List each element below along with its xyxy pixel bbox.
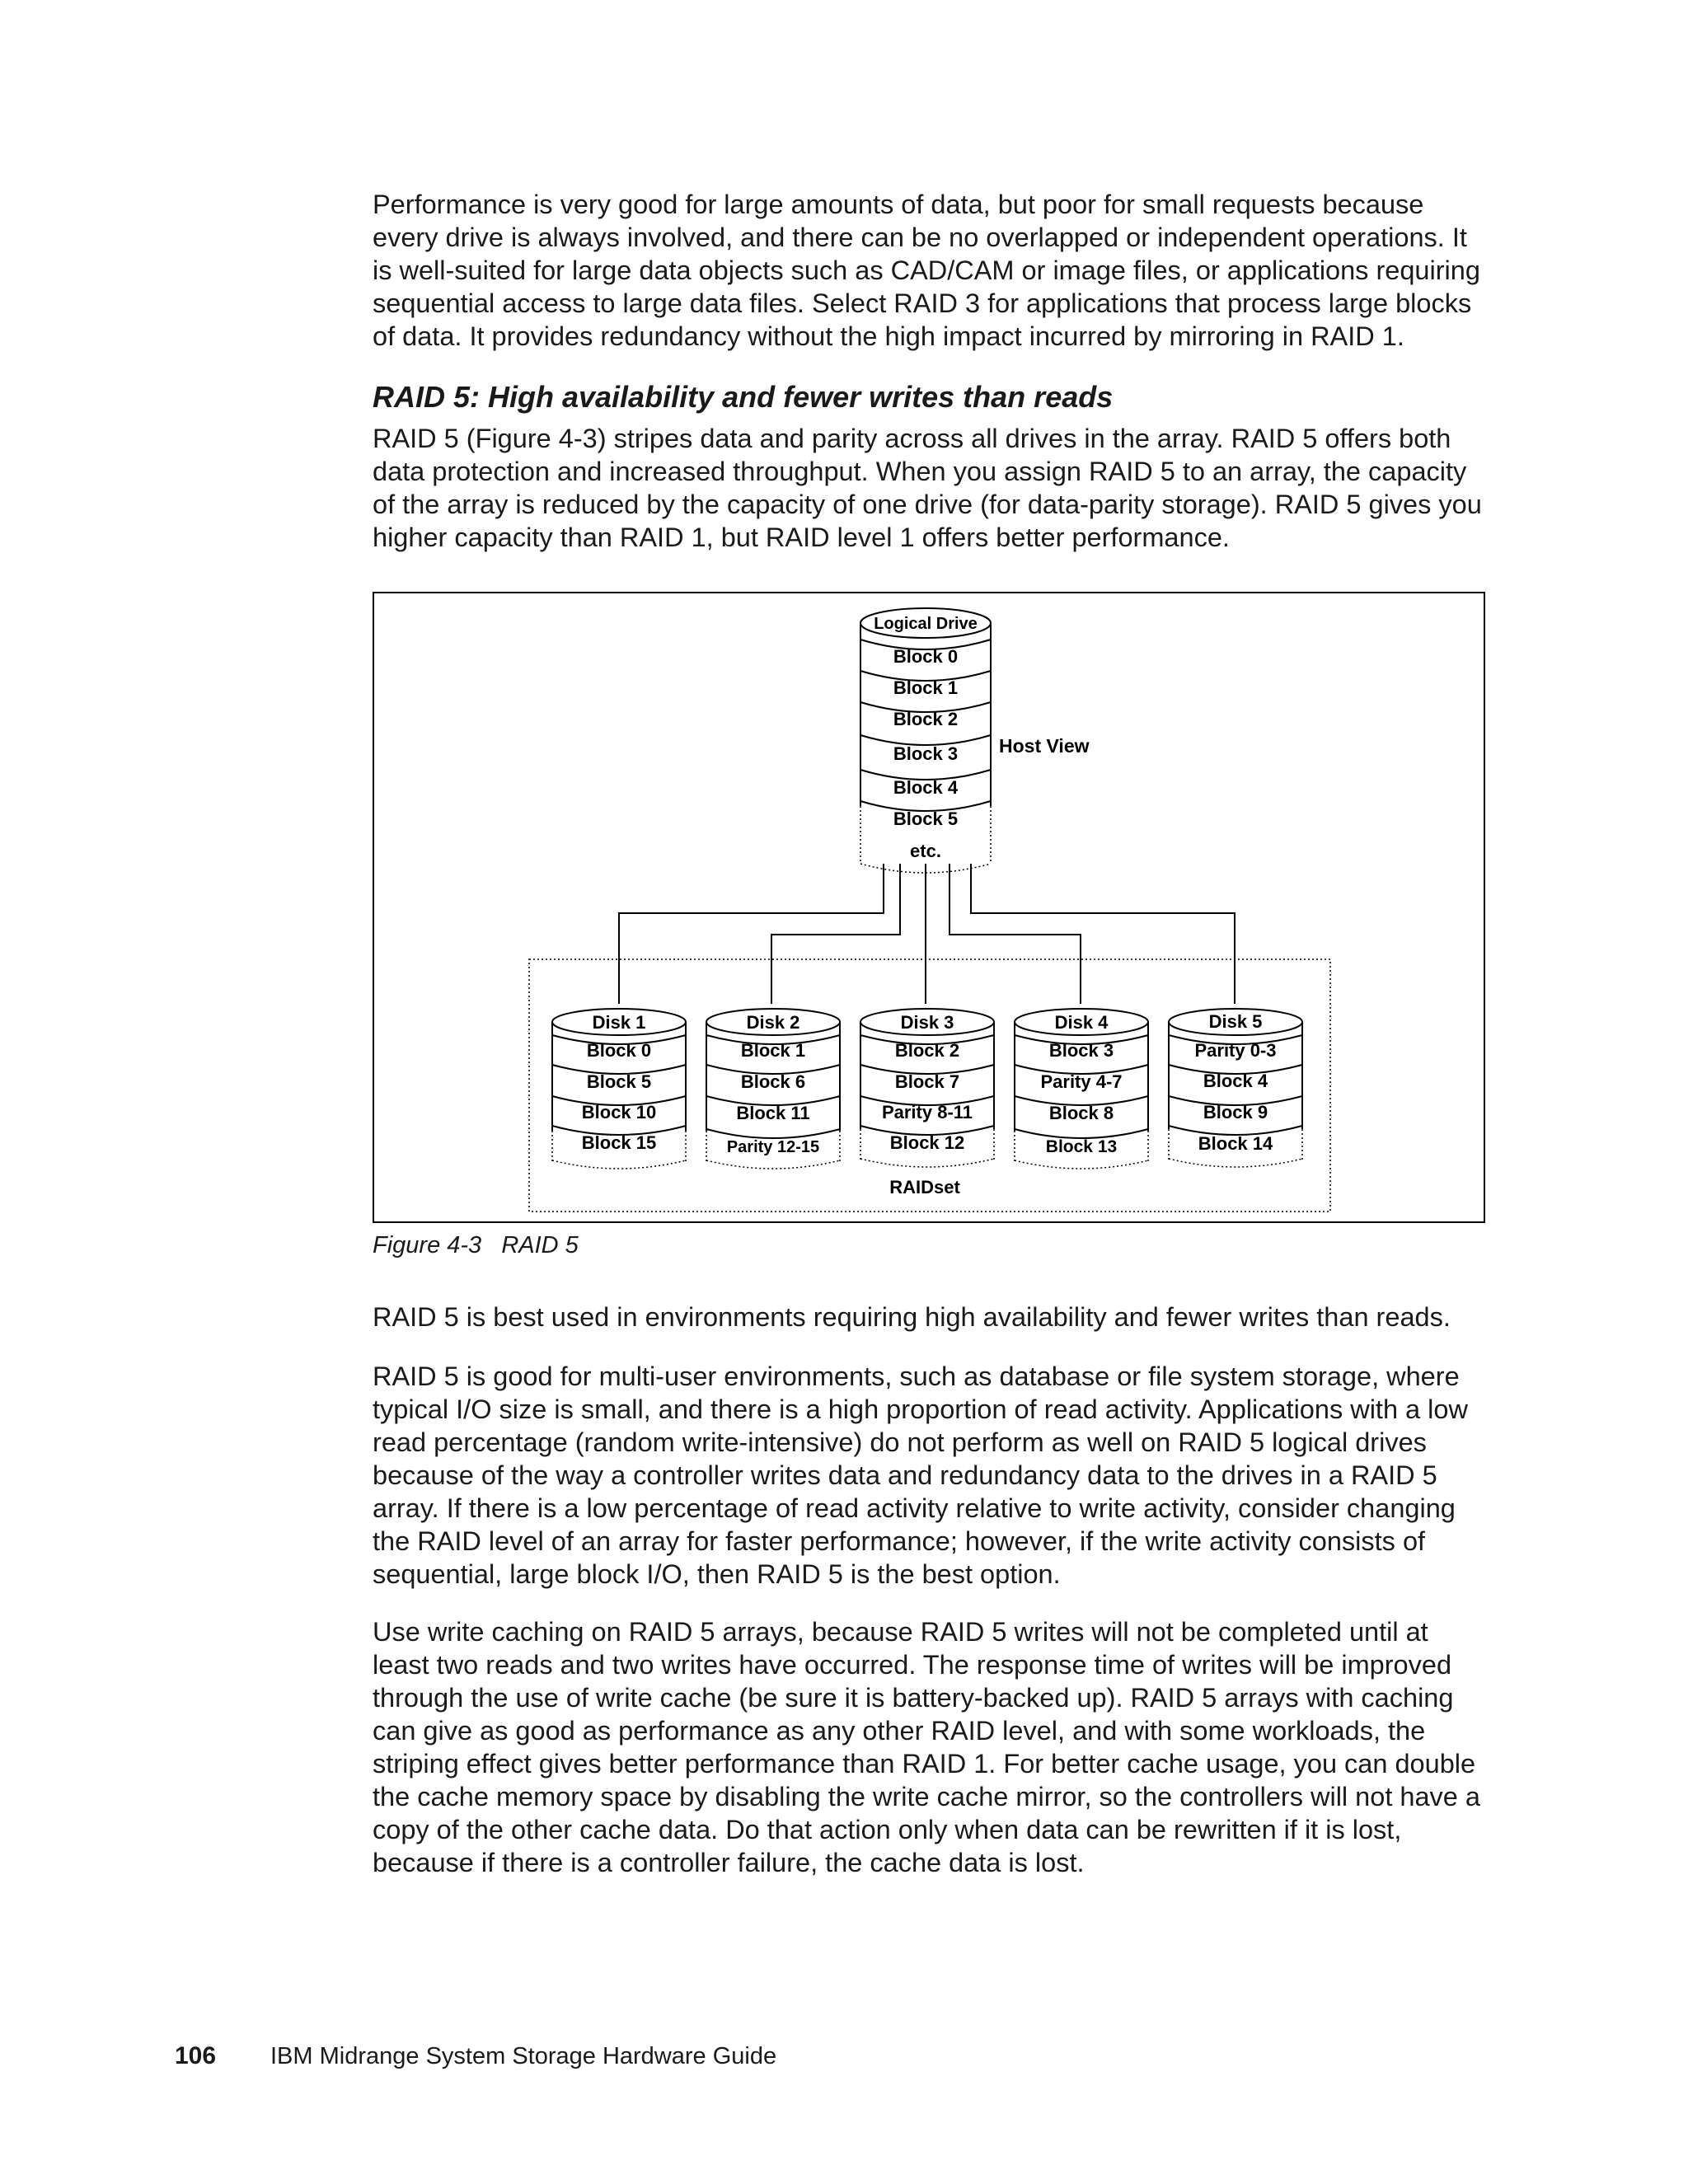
logical-block-2: Block 2: [893, 709, 959, 729]
disk-1-label: Disk 1: [592, 1012, 646, 1033]
paragraph-best-used: RAID 5 is best used in environments requiring high availability and fewer writes than reads.: [373, 1302, 1451, 1332]
connector-lines: [619, 864, 1235, 1004]
logical-drive-cylinder: [860, 608, 991, 873]
disk-5-cylinder: [1169, 1009, 1302, 1167]
disk-5-row-2: Block 4: [1203, 1071, 1268, 1091]
disk-4-cylinder: [1015, 1009, 1148, 1169]
disk-3-row-2: Block 7: [894, 1071, 960, 1092]
paragraph-multiuser: RAID 5 is good for multi-user environments, such as database or file system storage, where typical I/O size is small, and there is a high proportion of read activity. Applications with a low read percentage (random write-intensive) do not perform as well on RAID 5 logical drives because of the way a controller writes data and redundancy data to the drives in a RAID 5 array. If there is a low percentage of read activity relative to write activity, consider changing the RAID level of an array for faster performance; however, if the write activity consists of sequential, large block I/O, then RAID 5 is the best option.: [373, 1361, 1468, 1589]
disk-5-row-3: Block 9: [1203, 1102, 1268, 1122]
host-view-label: Host View: [999, 735, 1090, 757]
footer-title: IBM Midrange System Storage Hardware Guide: [270, 2043, 777, 2069]
disk-5-row-1: Parity 0-3: [1194, 1040, 1277, 1061]
disk-3-label: Disk 3: [900, 1012, 954, 1033]
disk-3-row-3: Parity 8-11: [881, 1102, 973, 1122]
disk-2-row-1: Block 1: [740, 1040, 806, 1061]
disk-1-cylinder: [552, 1009, 686, 1169]
disk-4-row-3: Block 8: [1048, 1103, 1114, 1123]
connector-disk2: [771, 864, 900, 1004]
figure-raid5: [373, 592, 1485, 1223]
disk-4-row-4: Block 13: [1045, 1137, 1118, 1156]
paragraph-caching: Use write caching on RAID 5 arrays, because RAID 5 writes will not be completed until at least two reads and two writes have occurred. The response time of writes will be improved through the use of write cache (be sure it is battery-backed up). RAID 5 arrays with caching can give as good as performance as any other RAID level, and with some workloads, the striping effect gives better performance than RAID 1. For better cache usage, you can double the cache memory space by disabling the write cache mirror, so the controllers will not have a copy of the other cache data. Do that action only when data can be rewritten if it is lost, because if there is a controller failure, the cache data is lost.: [373, 1617, 1480, 1877]
logical-block-3: Block 3: [893, 743, 959, 764]
disk-2-label: Disk 2: [746, 1012, 800, 1033]
paragraph-intro: Performance is very good for large amounts of data, but poor for small requests because every drive is always involved, and there can be no overlapped or independent operations. It is well-suited for large data objects such as CAD/CAM or image files, or applications requiring sequential access to large data files. Select RAID 3 for applications that process large blocks of data. It provides redundancy without the high impact incurred by mirroring in RAID 1.: [373, 190, 1480, 351]
logical-etc: etc.: [910, 841, 941, 861]
disk-3-row-4: Block 12: [889, 1132, 965, 1153]
disk-2-row-4: Parity 12-15: [726, 1138, 820, 1156]
raidset-label: RAIDset: [889, 1177, 960, 1197]
paragraph-raid5: RAID 5 (Figure 4-3) stripes data and parity across all drives in the array. RAID 5 offers both data protection and increased throughput. When you assign RAID 5 to an array, the capacity of the array is reduced by the capacity of one drive (for data-parity storage). RAID 5 gives you higher capacity than RAID 1, but RAID level 1 offers better performance.: [373, 424, 1482, 552]
logical-drive-label: Logical Drive: [874, 615, 978, 633]
disk-1-row-4: Block 15: [581, 1132, 657, 1153]
logical-block-4: Block 4: [893, 777, 959, 798]
disk-5-row-4: Block 14: [1198, 1133, 1273, 1154]
disk-3-row-1: Block 2: [894, 1040, 960, 1061]
disk-1-row-3: Block 10: [581, 1102, 657, 1122]
disk-4-row-2: Parity 4-7: [1040, 1071, 1123, 1092]
page-number: 106: [175, 2042, 217, 2069]
connector-disk1: [619, 864, 884, 913]
logical-block-5: Block 5: [893, 808, 959, 829]
raid5-diagram: [374, 593, 1484, 1221]
disk-4-row-1: Block 3: [1048, 1040, 1114, 1061]
logical-block-1: Block 1: [893, 677, 959, 698]
disk-2-row-3: Block 11: [736, 1103, 810, 1123]
logical-block-0: Block 0: [893, 646, 959, 667]
figure-caption: Figure 4-3 RAID 5: [373, 1232, 579, 1258]
disk-4-label: Disk 4: [1054, 1012, 1109, 1033]
disk-5-label: Disk 5: [1208, 1011, 1263, 1032]
disk-1-row-2: Block 5: [586, 1071, 652, 1092]
connector-disk4: [950, 864, 1081, 1004]
disk-2-row-2: Block 6: [740, 1071, 806, 1092]
disk-1-row-1: Block 0: [586, 1040, 652, 1061]
section-heading: RAID 5: High availability and fewer writes than reads: [373, 380, 1114, 414]
disk-2-cylinder: [706, 1009, 840, 1169]
disk-3-cylinder: [860, 1009, 994, 1167]
